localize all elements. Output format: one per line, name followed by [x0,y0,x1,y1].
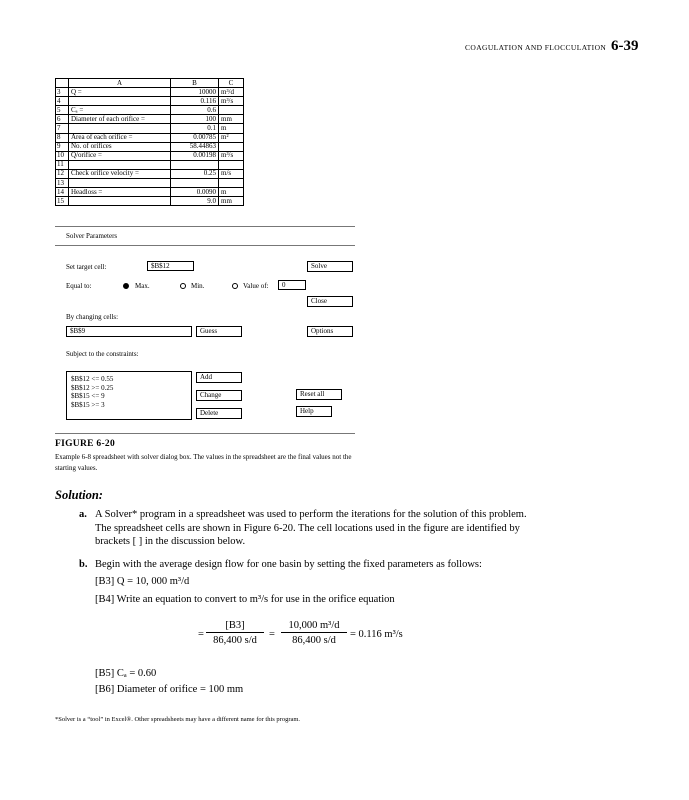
cell-b: 0.00198 [171,151,219,160]
row-number-cell: 13 [56,179,69,188]
fraction-2-numerator: 10,000 m³/d [281,620,347,633]
equation-fraction-2 [281,620,347,646]
b6-line: [B6] Diameter of orifice = 100 mm [95,684,244,695]
figure-title: FIGURE 6-20 [55,439,116,449]
step-a-text: A Solver* program in a spreadsheet was used to perform the iterations for the solution of this problem. The spreadsheet cells are shown in Figure 6-20. The cell locations used in the figure are identified by brackets [ ] in the discussion below. [95,509,527,547]
options-button[interactable]: Options [307,326,353,337]
changing-cells-input[interactable]: $B$9 [66,326,192,337]
cell-c [219,106,244,115]
step-b-text: Begin with the average design flow for one basin by setting the fixed parameters as follows: [95,559,482,570]
row-number-cell: 14 [56,188,69,197]
cell-b: 0.00785 [171,133,219,142]
row-number-cell: 3 [56,88,69,97]
cell-c: m/s [219,169,244,178]
constraints-list[interactable] [66,371,192,420]
cell-c [219,179,244,188]
max-radio[interactable] [123,283,129,289]
running-title: COAGULATION AND FLOCCULATION [465,43,607,52]
row-number-cell: 15 [56,197,69,206]
set-target-label: Set target cell: [66,263,107,271]
spreadsheet-row [56,106,244,115]
equation-result: = 0.116 m³/s [350,629,403,640]
max-label: Max. [135,282,150,290]
spreadsheet-row [56,88,244,97]
constraint-item[interactable]: $B$12 <= 0.55 [71,375,114,383]
equation-equals-1: = [198,629,204,640]
change-button[interactable]: Change [196,390,242,401]
cell-c: m³/s [219,151,244,160]
cell-a [69,160,171,169]
corner-cell [56,79,69,88]
cell-b: 9.0 [171,197,219,206]
spreadsheet-row [56,133,244,142]
row-number-cell: 4 [56,97,69,106]
b3-line: [B3] Q = 10, 000 m³/d [95,576,190,587]
cell-c: m² [219,133,244,142]
cell-a: Check orifice velocity = [69,169,171,178]
page-number: 6-39 [611,38,639,54]
value-of-radio[interactable] [232,283,238,289]
row-number-cell: 6 [56,115,69,124]
cell-a: Cₐ = [69,106,171,115]
cell-c: mm [219,115,244,124]
step-b-label: b. [79,559,88,570]
fraction-2-denominator: 86,400 s/d [292,635,336,646]
step-a-label: a. [79,509,87,520]
spreadsheet-table [55,78,244,206]
row-number-cell: 7 [56,124,69,133]
cell-a [69,97,171,106]
cell-a [69,179,171,188]
row-number-cell: 9 [56,142,69,151]
cell-a: Diameter of each orifice = [69,115,171,124]
cell-b: 10000 [171,88,219,97]
figure-caption: Example 6-8 spreadsheet with solver dialog box. The values in the spreadsheet are the final values not the starting values. [55,453,352,472]
equation-equals-2: = [269,629,275,640]
spreadsheet-row [56,115,244,124]
constraints-label: Subject to the constraints: [66,350,139,358]
target-cell-input[interactable]: $B$12 [147,261,194,271]
solver-title: Solver Parameters [66,232,118,240]
changing-cells-label: By changing cells: [66,313,119,321]
constraint-item[interactable]: $B$15 <= 9 [71,392,105,400]
cell-b [171,160,219,169]
cell-c [219,160,244,169]
solve-button[interactable]: Solve [307,261,353,272]
b5-line: [B5] Cₐ = 0.60 [95,668,157,679]
spreadsheet-row [56,142,244,151]
cell-c: m³/d [219,88,244,97]
spreadsheet-row [56,169,244,178]
cell-a: Headloss = [69,188,171,197]
row-number-cell: 11 [56,160,69,169]
add-button[interactable]: Add [196,372,242,383]
dialog-top-rule [55,226,355,227]
col-header-b: B [171,79,219,88]
col-header-c: C [219,79,244,88]
row-number-cell: 8 [56,133,69,142]
spreadsheet-row [56,188,244,197]
dialog-title-rule [55,245,355,246]
cell-c: m³/s [219,97,244,106]
cell-a: Q/orifice = [69,151,171,160]
cell-b [171,179,219,188]
reset-all-button[interactable]: Reset all [296,389,342,400]
fraction-1-denominator: 86,400 s/d [213,635,257,646]
spreadsheet-row [56,179,244,188]
min-label: Min. [191,282,205,290]
cell-a: No. of orifices [69,142,171,151]
fraction-1-numerator: [B3] [206,620,264,633]
constraint-item[interactable]: $B$12 >= 0.25 [71,383,114,392]
cell-a [69,197,171,206]
cell-c [219,142,244,151]
spreadsheet-row [56,124,244,133]
value-of-input[interactable]: 0 [278,280,306,290]
guess-button[interactable]: Guess [196,326,242,337]
solution-heading: Solution: [55,488,103,502]
cell-b: 0.0090 [171,188,219,197]
footnote: *Solver is a “tool” in Excel®. Other spreadsheets may have a different name for this program. [55,716,301,723]
cell-b: 100 [171,115,219,124]
cell-c: mm [219,197,244,206]
spreadsheet-body [56,88,244,206]
cell-a: Q = [69,88,171,97]
cell-c: m [219,124,244,133]
value-of-label: Value of: [243,282,269,290]
delete-button[interactable]: Delete [196,408,242,419]
spreadsheet-row [56,97,244,106]
cell-b: 0.116 [171,97,219,106]
equal-to-label: Equal to: [66,282,92,290]
row-number-cell: 5 [56,106,69,115]
row-number-cell: 10 [56,151,69,160]
cell-b: 58.44863 [171,142,219,151]
spreadsheet-row [56,197,244,206]
spreadsheet-row [56,151,244,160]
min-radio[interactable] [180,283,186,289]
cell-b: 0.6 [171,106,219,115]
cell-b: 0.1 [171,124,219,133]
help-button[interactable]: Help [296,406,332,417]
row-number-cell: 12 [56,169,69,178]
constraint-item[interactable]: $B$15 >= 3 [71,400,105,409]
cell-a: Area of each orifice = [69,133,171,142]
cell-a [69,124,171,133]
close-button[interactable]: Close [307,296,353,307]
cell-b: 0.25 [171,169,219,178]
dialog-bottom-rule [55,433,355,434]
equation-fraction-1 [206,620,264,646]
cell-c: m [219,188,244,197]
col-header-a: A [69,79,171,88]
spreadsheet-row [56,160,244,169]
spreadsheet-header-row [56,79,244,88]
b4-line: [B4] Write an equation to convert to m³/s for use in the orifice equation [95,594,395,605]
